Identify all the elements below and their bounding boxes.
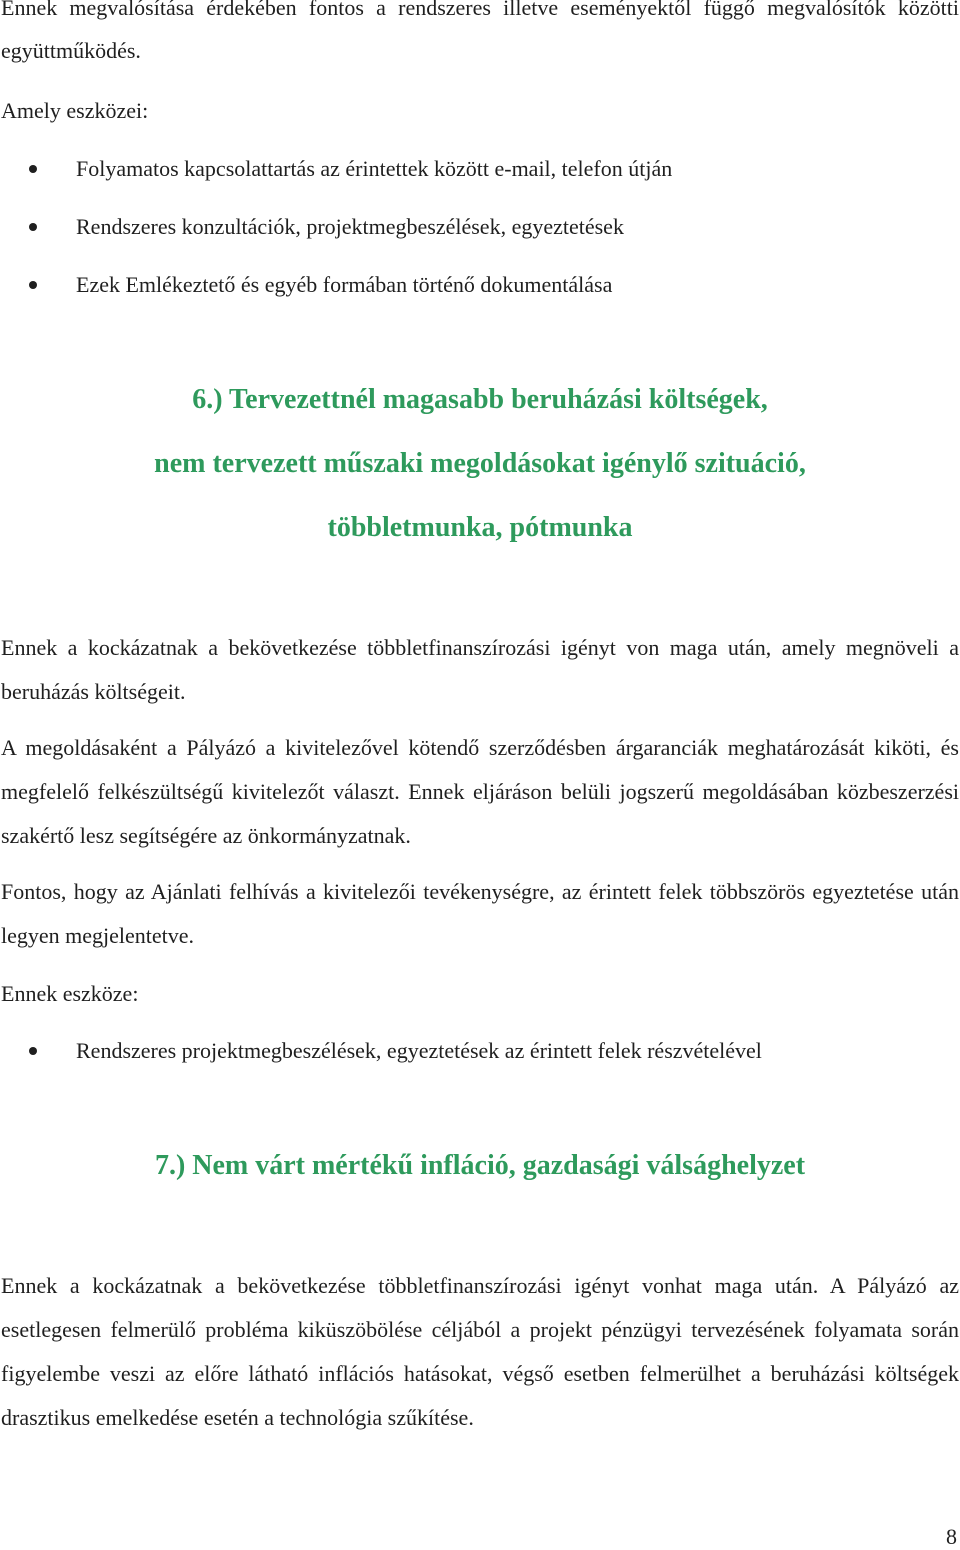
section6-heading-line2: nem tervezett műszaki megoldásokat igénylő szituáció, xyxy=(154,448,806,479)
bullet-icon xyxy=(29,281,37,289)
section6-paragraph-3: Fontos, hogy az Ajánlati felhívás a kivitelezői tevékenységre, az érintett felek többszörös egyeztetése után legyen megjelentetve. xyxy=(1,879,959,948)
bullet-icon xyxy=(29,165,37,173)
section6-tools-label: Ennek eszköze: xyxy=(1,981,139,1006)
list-item-text: Rendszeres projektmegbeszélések, egyeztetések az érintett felek részvételével xyxy=(76,1038,762,1063)
list-item xyxy=(0,256,958,314)
section6-paragraph-1: Ennek a kockázatnak a bekövetkezése többletfinanszírozási igényt von maga után, amely megnöveli a beruházás költségeit. xyxy=(1,635,959,704)
bullet-icon xyxy=(29,1047,37,1055)
list-item-text: Rendszeres konzultációk, projektmegbeszélések, egyeztetések xyxy=(76,214,624,239)
section7-paragraph: Ennek a kockázatnak a bekövetkezése többletfinanszírozási igényt vonhat maga után. A Pályázó az esetlegesen felmerülő probléma kiküszöbölése céljából a projekt pénzügyi tervezésének folyamata során figyelembe veszi az előre látható inflációs hatásokat, végső esetben felmerülhet a beruházási költségek drasztikus emelkedése esetén a technológia szűkítése. xyxy=(1,1273,959,1430)
section6-heading-line3: többletmunka, pótmunka xyxy=(327,512,633,543)
list-item-text: Folyamatos kapcsolattartás az érintettek között e-mail, telefon útján xyxy=(76,156,673,181)
list-item xyxy=(0,1022,958,1080)
section7-heading: 7.) Nem várt mértékű infláció, gazdasági válsághelyzet xyxy=(154,1150,806,1181)
list-item xyxy=(0,198,958,256)
section6-heading-line1: 6.) Tervezettnél magasabb beruházási költségek, xyxy=(192,384,768,415)
intro-paragraph: Ennek megvalósítása érdekében fontos a rendszeres illetve eseményektől függő megvalósítók közötti együttműködés. xyxy=(1,0,959,63)
list-item xyxy=(0,140,958,198)
section6-bullet-list xyxy=(0,1022,958,1080)
intro-tools-label: Amely eszközei: xyxy=(1,98,149,123)
section6-paragraph-2: A megoldásaként a Pályázó a kivitelezővel kötendő szerződésben árgaranciák meghatározását kiköti, és megfelelő felkészültségű kivitelezőt választ. Ennek eljáráson belüli jogszerű megoldásában közbeszerzési szakértő lesz segítségére az önkormányzatnak. xyxy=(1,735,959,848)
intro-bullet-list xyxy=(0,140,958,314)
page-number: 8 xyxy=(946,1524,957,1549)
bullet-icon xyxy=(29,223,37,231)
list-item-text: Ezek Emlékeztető és egyéb formában történő dokumentálása xyxy=(76,272,613,297)
